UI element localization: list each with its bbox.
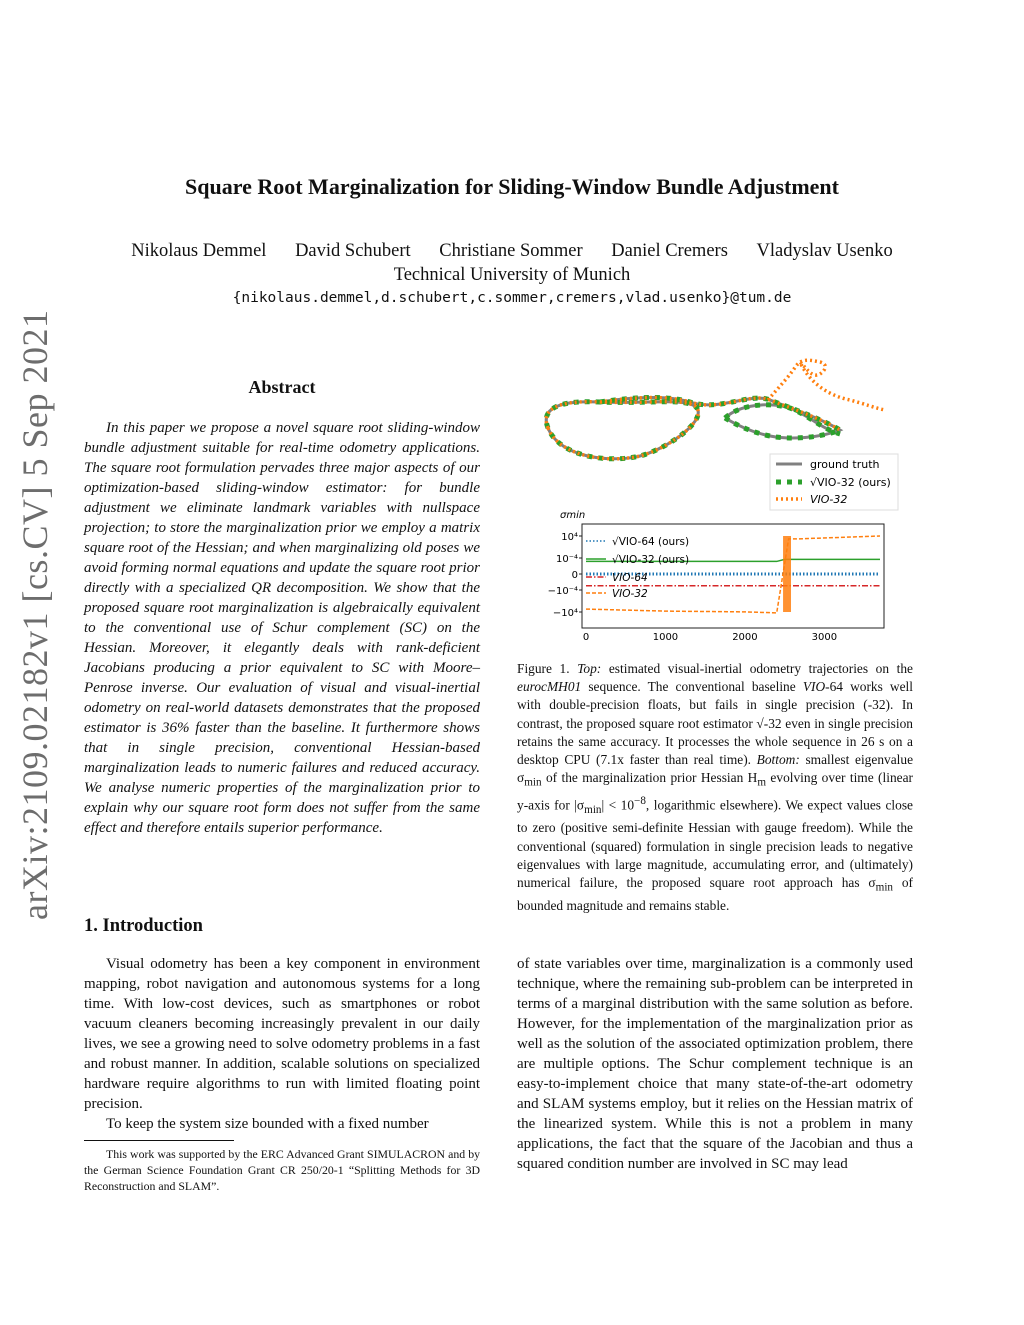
caption-sub: min bbox=[875, 881, 893, 894]
y-axis-label: σmin bbox=[560, 510, 586, 521]
caption-sub: m bbox=[757, 776, 767, 789]
caption-text: smallest eigenvalue σ bbox=[517, 752, 914, 786]
caption-sup: −8 bbox=[634, 795, 646, 808]
figure-caption bbox=[517, 660, 913, 915]
caption-sub: min bbox=[584, 804, 602, 817]
caption-text: -32). In contrast, the proposed square root estimator √ bbox=[517, 697, 913, 731]
caption-text: -32 even in single precision retains the same accuracy. It processes the whole sequence in 26 s on a desktop CPU (7.1x faster than real time). bbox=[517, 715, 913, 768]
intro-paragraph: Visual odometry has been a key component in environment mapping, robot navigation and autonomous systems for a long time. With low-cost devices, such as smartphones or robot vacuum cleaners becoming increasingly prevalent in our daily lives, we see a growing need to solve odometry problems in a fast and robust manner. In addition, scalable solutions on specialized hardware require algorithms to run with limited floating point precision. bbox=[84, 956, 480, 1112]
intro-paragraph: To keep the system size bounded with a fixed number bbox=[106, 1116, 429, 1132]
abstract-heading: Abstract bbox=[248, 377, 316, 397]
caption-text: sequence. The conventional baseline bbox=[581, 679, 803, 695]
legend-label: √VIO-32 (ours) bbox=[810, 476, 891, 489]
caption-emph: eurocMH01 bbox=[517, 679, 582, 695]
trajectory-legend bbox=[770, 454, 898, 510]
y-tick-label: −10⁻⁴ bbox=[547, 586, 578, 597]
footnote-rule bbox=[84, 1140, 234, 1141]
caption-emph: Bottom: bbox=[756, 752, 800, 768]
footnote: This work was supported by the ERC Advanced Grant SIMULACRON and by the German Science Foundation Grant CR 250/20-1 “Splitting Methods for 3D Reconstruction and SLAM”. bbox=[84, 1147, 480, 1193]
caption-sub: min bbox=[524, 776, 542, 789]
legend-label: √VIO-32 (ours) bbox=[612, 554, 690, 566]
sigma-min-plot bbox=[548, 510, 884, 643]
author-name: Nikolaus Demmel bbox=[131, 241, 267, 261]
y-tick-labels bbox=[548, 532, 582, 619]
vio32-failure-spikes bbox=[783, 536, 791, 612]
legend-label: ground truth bbox=[810, 458, 880, 471]
trajectory-plot bbox=[546, 360, 898, 510]
author-name: Daniel Cremers bbox=[611, 241, 728, 261]
legend-label: √VIO-64 (ours) bbox=[612, 536, 690, 548]
caption-text: estimated visual-inertial odometry trajectories on the bbox=[601, 661, 913, 676]
trajectory-ground-truth bbox=[546, 398, 840, 459]
author-emails: {nikolaus.demmel,d.schubert,c.sommer,cremers,vlad.usenko}@tum.de bbox=[232, 290, 792, 306]
legend-label: VIO-32 bbox=[612, 588, 648, 600]
x-tick-label: 3000 bbox=[811, 632, 838, 643]
caption-emph: Top: bbox=[577, 661, 602, 676]
caption-label: Figure 1. bbox=[517, 661, 570, 676]
arxiv-side-label: arXiv:2109.02182v1 [cs.CV] 5 Sep 2021 bbox=[15, 309, 55, 920]
sigma-legend bbox=[586, 536, 689, 600]
caption-text: of the marginalization prior Hessian H bbox=[541, 770, 758, 786]
x-tick-label: 0 bbox=[582, 632, 590, 643]
y-tick-label: 10⁻⁴ bbox=[555, 554, 578, 565]
x-tick-labels bbox=[583, 632, 837, 643]
x-tick-label: 2000 bbox=[732, 632, 758, 643]
figure-1 bbox=[520, 348, 920, 648]
caption-text: of bounded magnitude and remains stable. bbox=[517, 875, 913, 913]
paper-title: Square Root Marginalization for Sliding-Window Bundle Adjustment bbox=[185, 174, 839, 199]
caption-emph: VIO bbox=[802, 679, 826, 695]
affiliation: Technical University of Munich bbox=[393, 265, 631, 285]
caption-text: -64 works well with double-precision floats, but fails in single precision ( bbox=[517, 679, 913, 713]
intro-paragraph-right: of state variables over time, marginalization is a commonly used technique, where the remaining sub-problem can be interpreted in terms of a marginal distribution with the same solution as before. However, for the implementation of the marginalization prior as well as the solution of the associated optimization problem, there are multiple options. The Schur complement technique is an easy-to-implement choice that many state-of-the-art odometry and SLAM systems employ, but it relies on the Hessian matrix of the linearized system. While this is not a problem in many applications, the fact that the square of the Jacobian and thus a squared condition number are involved in SC may lead bbox=[517, 956, 913, 1172]
author-name: Vladyslav Usenko bbox=[756, 241, 893, 261]
legend-label: VIO-32 bbox=[810, 493, 848, 506]
caption-text: evolving over time (linear y-axis for |σ bbox=[517, 770, 913, 813]
section-heading-introduction: 1. Introduction bbox=[84, 916, 203, 936]
author-name: Christiane Sommer bbox=[439, 241, 583, 261]
y-tick-label: 0 bbox=[571, 570, 578, 581]
caption-text: , logarithmic elsewhere). We expect values close to zero (positive semi-definite Hessian with gauge freedom). While the conventional (squared) formulation in single precision leads to negative eigenvalues with large magnitude, accumulating error, and (ultimately) numerical failure, the proposed square root approach has σ bbox=[517, 797, 913, 891]
trajectory-vio32 bbox=[546, 360, 885, 459]
caption-text: | < 10 bbox=[601, 797, 635, 813]
y-tick-label: 10⁴ bbox=[561, 532, 578, 543]
y-tick-label: −10⁴ bbox=[552, 608, 578, 619]
legend-label: VIO-64 bbox=[612, 572, 648, 584]
author-name: David Schubert bbox=[295, 241, 411, 261]
x-tick-label: 1000 bbox=[652, 632, 679, 643]
abstract-text: In this paper we propose a novel square root sliding-window bundle adjustment suitable for real-time odometry applications. The square root formulation pervades three major aspects of our optimization-based sliding-window estimator: for bundle adjustment we eliminate landmark variables with nullspace projection; to store the marginalization prior we employ a matrix square root of the Hessian; and when marginalizing old poses we avoid forming normal equations and update the square root prior directly with a specialized QR decomposition. We show that the proposed square root marginalization is algebraically equivalent to the conventional use of Schur complement (SC) on the Hessian. Moreover, it elegantly deals with rank-deficient Jacobians producing a prior equivalent to SC with Moore–Penrose inverse. Our evaluation of visual and visual-inertial odometry on real-world datasets demonstrates that the proposed estimator is 36% faster than the baseline. It furthermore shows that in single precision, conventional Hessian-based marginalization leads to numeric failures and reduced accuracy. We analyse numeric properties of the marginalization prior to explain why our square root form does not suffer from the same effect and therefore entails superior performance. bbox=[84, 420, 480, 836]
author-list bbox=[0, 241, 1024, 262]
